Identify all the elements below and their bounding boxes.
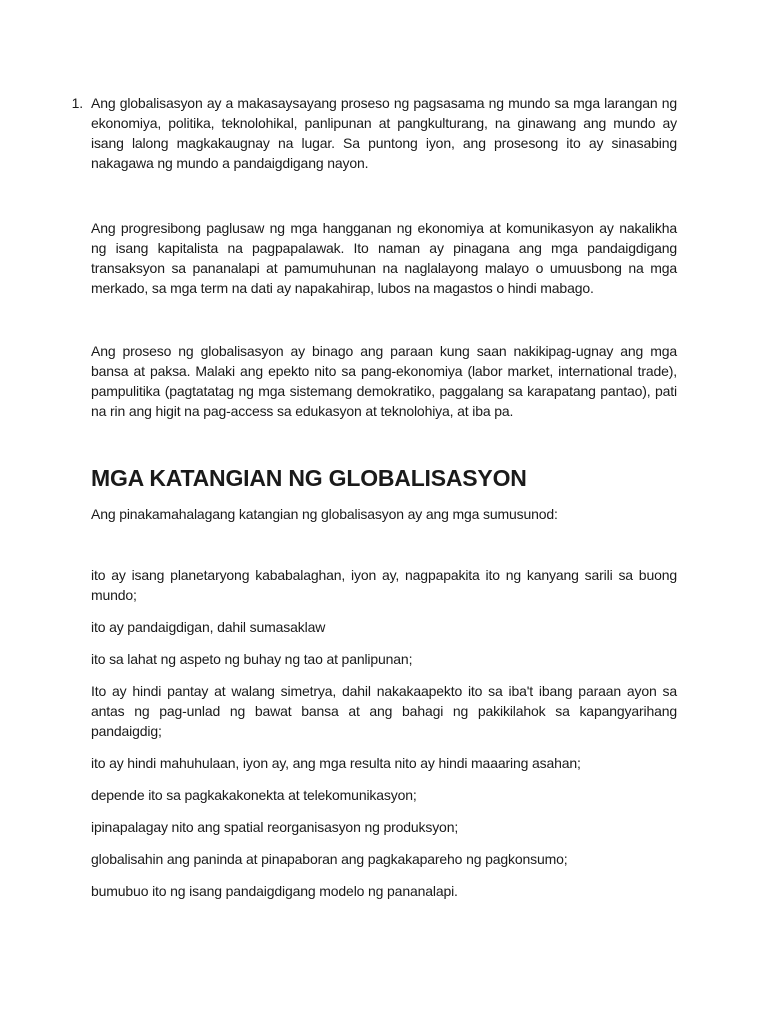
- feature-item: ito ay hindi mahuhulaan, iyon ay, ang mga resulta nito ay hindi maaaring asahan;: [91, 755, 581, 771]
- feature-item: ipinapalagay nito ang spatial reorganisasyon ng produksyon;: [91, 819, 459, 835]
- features-list: [91, 565, 677, 913]
- feature-item: ito sa lahat ng aspeto ng buhay ng tao at panlipunan;: [91, 651, 413, 667]
- feature-item: depende ito sa pagkakakonekta at telekomunikasyon;: [91, 787, 417, 803]
- list-number: 1.: [71, 95, 83, 111]
- paragraph-1: Ang progresibong paglusaw ng mga hangganan ng ekonomiya at komunikasyon ay nakalikha ng isang kapitalista na pagpapalawak. Ito naman ay pinagana ang mga pandaigdigang transaksyon sa pananalapi at pamumuhunan na naglalayong malayo o umuusbong na mga merkado, sa mga term na dati ay napakahirap, lubos na magastos o hindi mabago.: [91, 220, 677, 296]
- paragraph-2: Ang proseso ng globalisasyon ay binago ang paraan kung saan nakikipag-ugnay ang mga bansa at paksa. Malaki ang epekto nito sa pang-ekonomiya (labor market, international trade), pampulitika (pagtatatag ng mga sistemang demokratiko, paggalang sa karapatang pantao), pati na rin ang higit na pag-access sa edukasyon at teknolohiya, at iba pa.: [91, 343, 677, 419]
- feature-item: ito ay pandaigdigan, dahil sumasaklaw: [91, 619, 326, 635]
- numbered-list-item: [45, 93, 677, 173]
- feature-item: globalisahin ang paninda at pinapaboran ang pagkakapareho ng pagkonsumo;: [91, 851, 568, 867]
- feature-item: bumubuo ito ng isang pandaigdigang modelo ng pananalapi.: [91, 883, 458, 899]
- feature-item: ito ay isang planetaryong kababalaghan, iyon ay, nagpapakita ito ng kanyang sarili sa buong mundo;: [91, 567, 677, 603]
- heading-wrapper: [91, 464, 677, 492]
- list-item-text: Ang globalisasyon ay a makasaysayang proseso ng pagsasama ng mundo sa mga larangan ng ekonomiya, politika, teknolohikal, panlipunan at pangkulturang, na ginawang ang mundo ay isang lalong magkakaugnay na lugar. Sa puntong iyon, ang prosesong ito ay sinasabing nakagawa ng mundo a pandaigdigang nayon.: [91, 95, 677, 171]
- intro-text: Ang pinakamahalagang katangian ng globalisasyon ay ang mga sumusunod:: [91, 506, 558, 522]
- section-heading: MGA KATANGIAN NG GLOBALISASYON: [91, 465, 527, 491]
- feature-item: Ito ay hindi pantay at walang simetrya, dahil nakakaapekto ito sa iba't ibang paraan ayon sa antas ng pag-unlad ng bawat bansa at ang bahagi ng pakikilahok sa kapangyarihang pandaigdig;: [91, 683, 677, 739]
